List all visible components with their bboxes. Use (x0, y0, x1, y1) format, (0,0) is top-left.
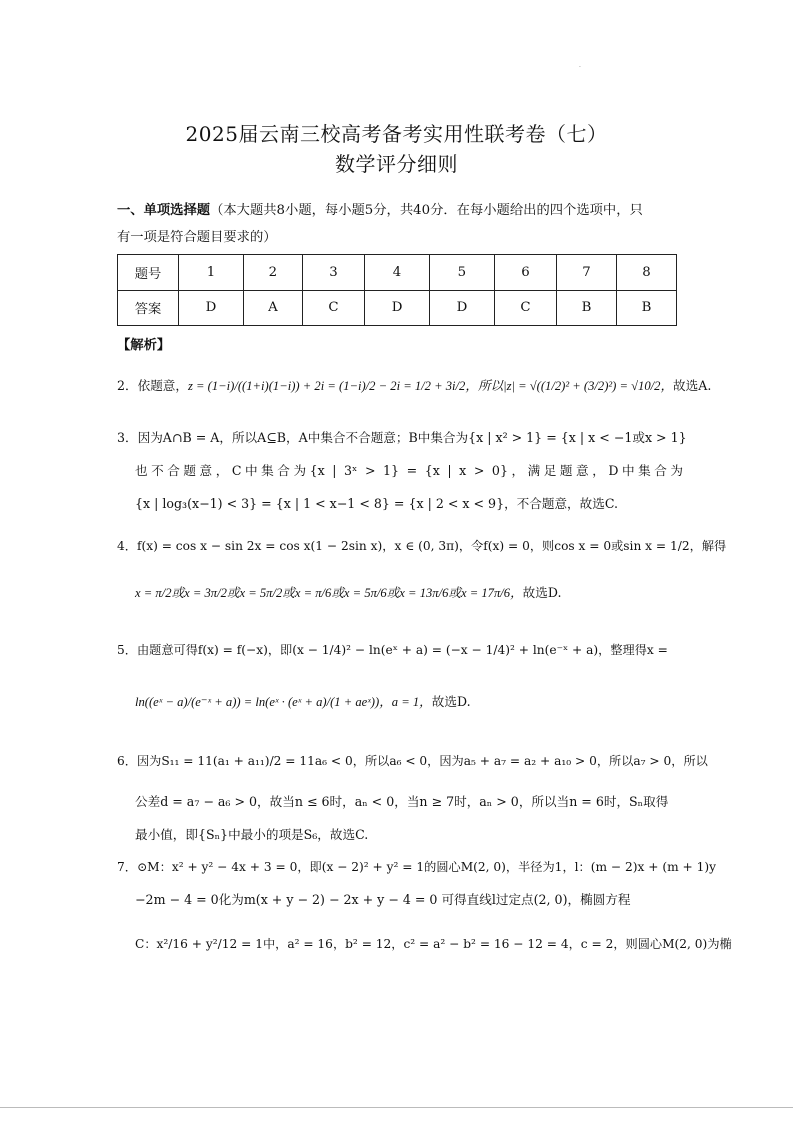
table-cell: 4 (365, 255, 430, 291)
q4-line1: 4．f(x) = cos x − sin 2x = cos x(1 − 2sin x)，x ∈ (0, 3π)，令f(x) = 0，则cos x = 0或sin x = 1/2，解得 (117, 539, 727, 553)
answer-table (117, 254, 677, 326)
q2-tail: 故选A. (673, 378, 712, 393)
q2-num: 2．依题意， (117, 378, 188, 393)
table-cell: 1 (179, 255, 244, 291)
table-cell: B (557, 290, 617, 326)
q7-line1: 7．⊙M：x² + y² − 4x + 3 = 0，即(x − 2)² + y² = 1的圆心M(2, 0)，半径为1，l：(m − 2)x + (m + 1)y (117, 860, 716, 874)
section1-heading: 一、单项选择题 (117, 203, 211, 218)
table-row-answers (118, 290, 677, 326)
q2 (117, 376, 711, 396)
q4-tail: 故选D. (522, 585, 562, 600)
q2-formula-1: z = (1−i)/((1+i)(1−i)) + 2i = (1−i)/2 − 2i = 1/2 + 3i/2， (187, 379, 478, 393)
table-cell: A (243, 290, 302, 326)
table-cell: 3 (302, 255, 364, 291)
table-header-cell: 题号 (118, 255, 179, 291)
q7-line3: C：x²/16 + y²/12 = 1中，a² = 16，b² = 12，c² = a² − b² = 16 − 12 = 4，c = 2，则圆心M(2, 0)为椭 (135, 937, 732, 951)
q2-formula-2: 所以|z| = √((1/2)² + (3/2)²) = √10/2， (477, 379, 674, 393)
table-row-numbers (118, 255, 677, 291)
table-cell: 7 (557, 255, 617, 291)
q6-line2: 公差d = a₇ − a₆ > 0，故当n ≤ 6时，aₙ < 0，当n ≥ 7时，aₙ > 0，所以当n = 6时，Sₙ取得 (135, 794, 669, 809)
q4-line2 (135, 583, 562, 603)
page-subtitle: 数学评分细则 (335, 152, 458, 176)
table-cell: D (365, 290, 430, 326)
q5-line2 (135, 692, 471, 712)
page-title: 2025届云南三校高考备考实用性联考卷（七） (185, 122, 608, 146)
q4-solutions: x = π/2或x = 3π/2或x = 5π/2或x = π/6或x = 5π/6或x = 13π/6或x = 17π/6， (135, 586, 523, 600)
page-bottom-divider (0, 1107, 793, 1108)
table-cell: 6 (494, 255, 556, 291)
q6-line3: 最小值，即{Sₙ}中最小的项是S₆，故选C. (135, 827, 369, 842)
table-cell: D (429, 290, 494, 326)
q6-line1: 6．因为S₁₁ = 11(a₁ + a₁₁)/2 = 11a₆ < 0，所以a₆ < 0，因为a₅ + a₇ = a₂ + a₁₀ > 0，所以a₇ > 0，所以 (117, 754, 708, 768)
q3-line3: {x | log₃(x−1) < 3} = {x | 1 < x−1 < 8} = {x | 2 < x < 9}，不合题意，故选C. (135, 496, 619, 511)
section1-desc-b: 有一项是符合题目要求的） (117, 230, 277, 245)
table-cell: C (494, 290, 556, 326)
table-cell: B (617, 290, 677, 326)
table-cell: C (302, 290, 364, 326)
q5-line1: 5．由题意可得f(x) = f(−x)，即(x − 1/4)² − ln(eˣ + a) = (−x − 1/4)² + ln(e⁻ˣ + a)，整理得x = (117, 643, 668, 657)
q5-tail: 故选D. (431, 694, 471, 709)
scan-dot: · (579, 64, 581, 71)
table-header-cell: 答案 (118, 290, 179, 326)
q3-line2: 也不合题意，C中集合为{x | 3ˣ > 1} = {x | x > 0}，满足题意，D中集合为 (135, 463, 683, 478)
section1-desc-a: （本大题共8小题，每小题5分，共40分．在每小题给出的四个选项中，只 (210, 203, 643, 218)
table-cell: D (179, 290, 244, 326)
table-cell: 2 (243, 255, 302, 291)
analysis-label: 【解析】 (117, 338, 171, 353)
table-cell: 5 (429, 255, 494, 291)
table-cell: 8 (617, 255, 677, 291)
section1-intro (117, 201, 643, 221)
q5-formula: ln((eˣ − a)/(e⁻ˣ + a)) = ln(eˣ · (eˣ + a)/(1 + aeˣ))，a = 1， (135, 695, 432, 709)
q7-line2: −2m − 4 = 0化为m(x + y − 2) − 2x + y − 4 = 0 可得直线l过定点(2, 0)，椭圆方程 (135, 892, 631, 907)
q3-line1: 3．因为A∩B = A，所以A⊆B，A中集合不合题意；B中集合为{x | x² > 1} = {x | x < −1或x > 1} (117, 430, 687, 445)
